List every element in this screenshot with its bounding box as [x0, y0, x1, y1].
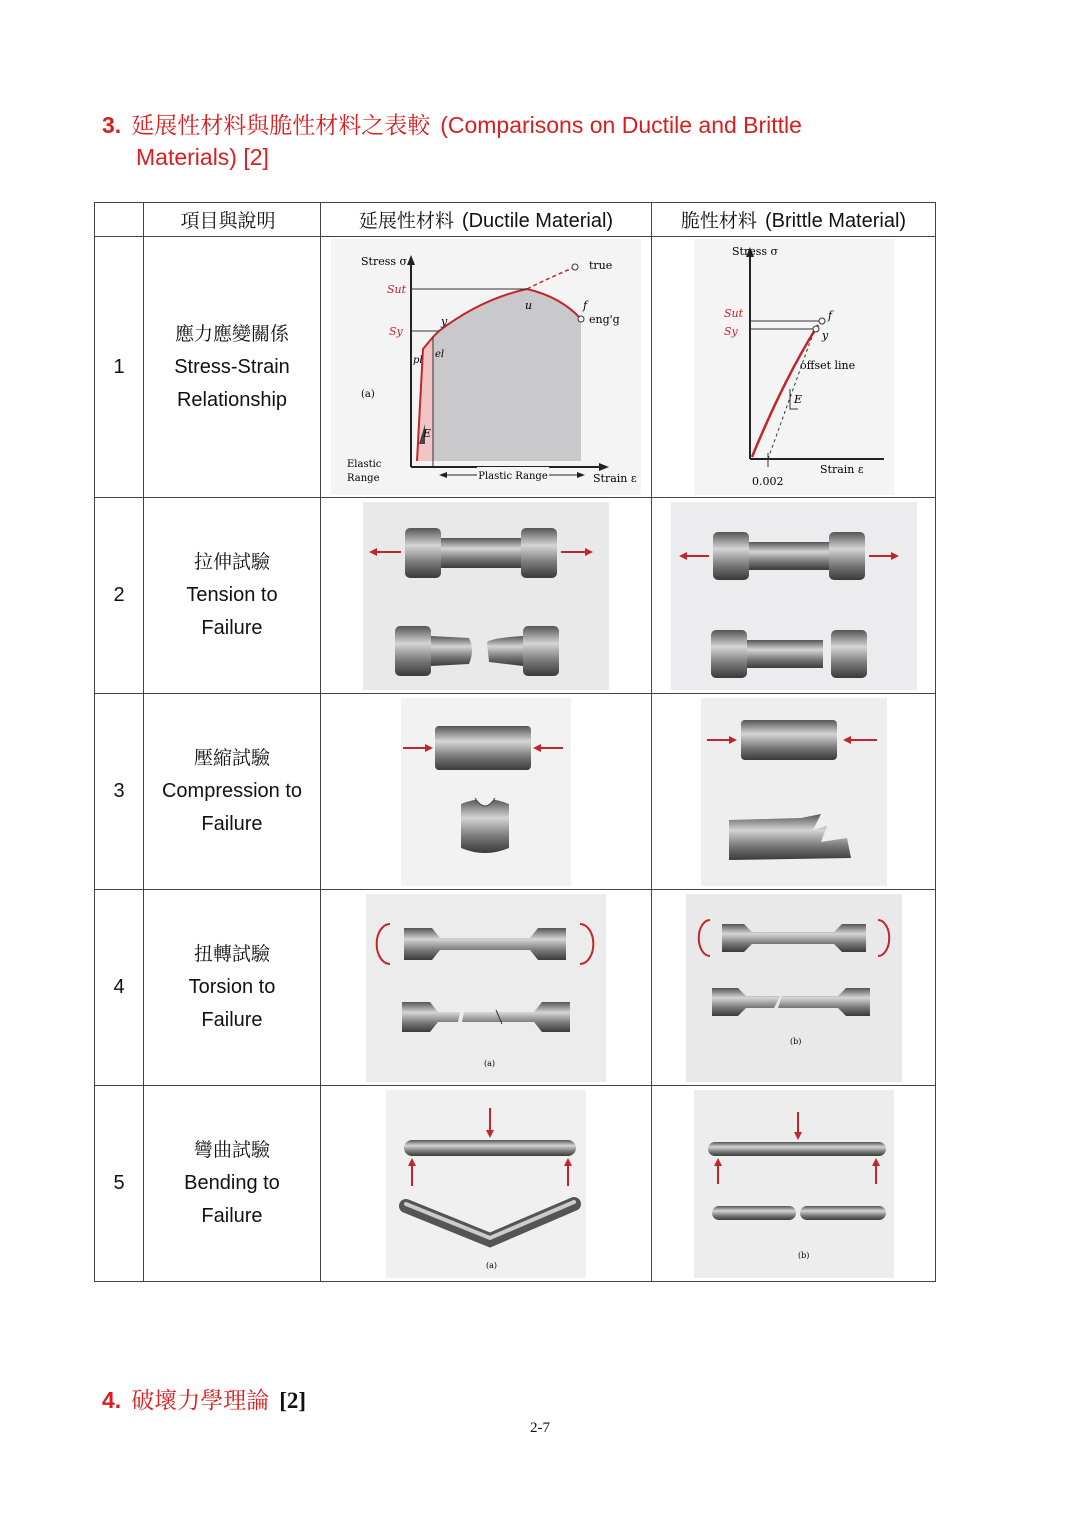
svg-text:true: true: [589, 259, 613, 272]
table-row: [95, 237, 936, 498]
brittle-stress-strain-figure: [652, 237, 936, 498]
svg-text:Elastic: Elastic: [347, 459, 382, 470]
svg-text:pl: pl: [413, 355, 423, 366]
svg-text:Plastic Range: Plastic Range: [478, 471, 548, 482]
ductile-stress-strain-chart: [331, 239, 641, 495]
y-axis-label: Stress σ: [361, 255, 408, 268]
svg-text:E: E: [793, 393, 802, 406]
svg-text:Sut: Sut: [723, 307, 743, 320]
row-description: 彎曲試驗 Bending to Failure: [144, 1086, 321, 1282]
svg-text:el: el: [435, 349, 445, 360]
table-row: [95, 1086, 936, 1282]
svg-text:f: f: [583, 299, 588, 312]
svg-text:Sy: Sy: [723, 325, 738, 338]
svg-text:(a): (a): [361, 389, 375, 400]
header-ductile: 延展性材料 (Ductile Material): [321, 203, 652, 237]
svg-text:(b): (b): [797, 1250, 809, 1260]
svg-text:f: f: [827, 309, 832, 322]
row-description: 拉伸試驗 Tension to Failure: [144, 498, 321, 694]
row-description: 應力應變關係 Stress-Strain Relationship: [144, 237, 321, 498]
svg-text:eng'g: eng'g: [589, 313, 620, 326]
section-3-heading: [102, 110, 962, 173]
header-brittle: 脆性材料 (Brittle Material): [652, 203, 936, 237]
ductile-torsion-photo: [321, 890, 652, 1086]
svg-text:y: y: [821, 329, 828, 342]
svg-text:Range: Range: [347, 473, 380, 484]
comparison-table: [94, 202, 936, 1282]
brittle-torsion-image: [686, 894, 902, 1082]
row-number: 2: [95, 498, 144, 694]
ductile-compression-image: [401, 698, 571, 886]
brittle-tension-image: [671, 502, 917, 690]
row-number: 4: [95, 890, 144, 1086]
svg-text:Stress σ: Stress σ: [731, 245, 778, 258]
svg-text:y: y: [441, 315, 448, 328]
section-reference: [2]: [279, 1388, 307, 1413]
ductile-torsion-image: [366, 894, 606, 1082]
table-row: [95, 498, 936, 694]
svg-text:Sut: Sut: [387, 283, 407, 296]
table-header-row: [95, 203, 936, 237]
brittle-tension-photo: [652, 498, 936, 694]
brittle-bending-photo: [652, 1086, 936, 1282]
svg-text:Strain ε: Strain ε: [819, 463, 864, 476]
row-description: 扭轉試驗 Torsion to Failure: [144, 890, 321, 1086]
svg-text:u: u: [525, 299, 533, 312]
svg-text:(a): (a): [484, 1058, 496, 1068]
x-axis-label: Strain ε: [593, 472, 637, 485]
section-title-zh: 破壞力學理論: [131, 1388, 270, 1414]
ductile-bending-photo: [321, 1086, 652, 1282]
table-row: [95, 694, 936, 890]
section-number: 4.: [102, 1387, 122, 1413]
ductile-tension-photo: [321, 498, 652, 694]
brittle-stress-strain-chart: [694, 239, 894, 495]
header-item: 項目與說明: [144, 203, 321, 237]
svg-text:Sy: Sy: [389, 325, 403, 338]
brittle-torsion-photo: [652, 890, 936, 1086]
brittle-compression-photo: [652, 694, 936, 890]
row-number: 1: [95, 237, 144, 498]
page-number: 2-7: [530, 1420, 550, 1436]
svg-text:E: E: [423, 427, 432, 440]
svg-text:(a): (a): [486, 1260, 498, 1270]
header-blank: [95, 203, 144, 237]
row-number: 5: [95, 1086, 144, 1282]
svg-text:offset line: offset line: [799, 359, 855, 372]
ductile-stress-strain-figure: [321, 237, 652, 498]
row-description: 壓縮試驗 Compression to Failure: [144, 694, 321, 890]
section-title-en-1: (Comparisons on Ductile and Brittle: [440, 112, 802, 138]
svg-text:(b): (b): [789, 1036, 801, 1046]
svg-text:0.002: 0.002: [751, 475, 783, 488]
section-number: 3.: [102, 112, 122, 138]
section-4-heading: [102, 1382, 306, 1415]
row-number: 3: [95, 694, 144, 890]
brittle-bending-image: [694, 1090, 894, 1278]
ductile-bending-image: [386, 1090, 586, 1278]
brittle-compression-image: [701, 698, 887, 886]
table-row: [95, 890, 936, 1086]
ductile-tension-image: [363, 502, 609, 690]
section-title-en-2: Materials) [2]: [136, 144, 269, 170]
section-title-zh: 延展性材料與脆性材料之表較: [131, 113, 431, 139]
ductile-compression-photo: [321, 694, 652, 890]
